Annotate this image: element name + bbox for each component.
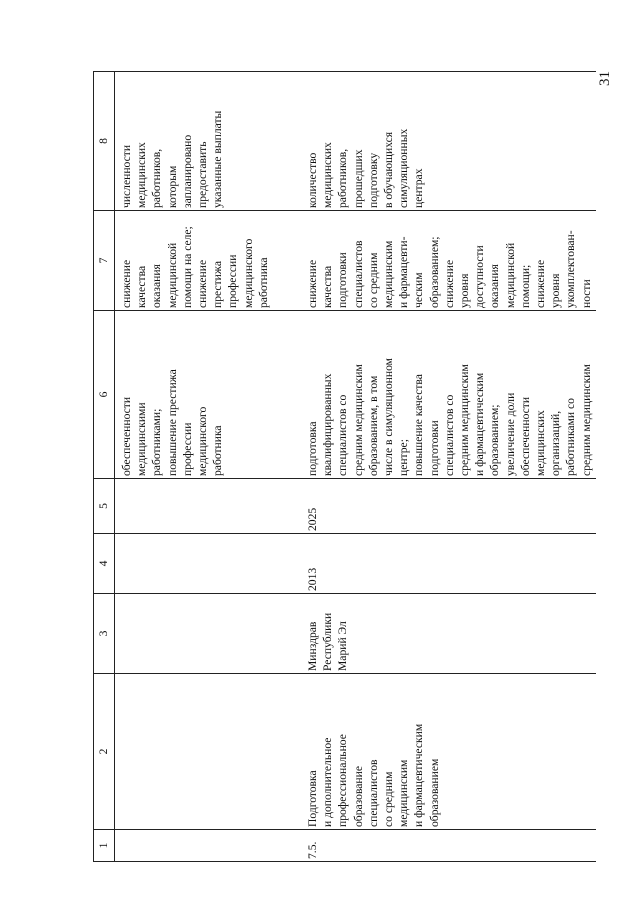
cell-expected-results: подготовка квалифицированных специалистов со средним медицинским образованием, в том числе в симуляционном центре; повышение качества подготовки специалистов со средним медицинским и фармацевтическим образованием; увеличение доли обеспеченности медицинских организаций, работниками со средним медицинским bbox=[301, 311, 596, 479]
cell-indicators-continued: численности медицинских работников, которым запланировано предоставить указанные выплаты bbox=[115, 72, 274, 211]
cell-indicators: количество медицинских работников, прошедших подготовку в обучающихся симуляционных центрах bbox=[301, 72, 596, 211]
header-col-7: 7 bbox=[94, 211, 115, 311]
table-row-continued bbox=[115, 72, 274, 862]
cell-risks: снижение качества подготовки специалистов со средним медицинским и фармацевти- ческим образованием; снижение уровня доступности оказания медицинской помощи; снижение уровня укомплектован- ности bbox=[301, 211, 596, 311]
cell-start-year: 2013 bbox=[301, 534, 596, 594]
cell-event-name: Подготовка и дополнительное профессиональное образование специалистов со средним медицинским и фармацевтическим образованием bbox=[301, 674, 596, 830]
row-spacer bbox=[273, 72, 301, 862]
cell-executor: Минздрав Республики Марий Эл bbox=[301, 594, 596, 674]
header-col-5: 5 bbox=[94, 479, 115, 534]
cell-results-continued: обеспеченности медицинскими работниками; повышение престижа профессии медицинского работника bbox=[115, 311, 274, 479]
rotated-table-container bbox=[93, 72, 593, 862]
header-col-6: 6 bbox=[94, 311, 115, 479]
program-table bbox=[93, 71, 596, 862]
header-col-3: 3 bbox=[94, 594, 115, 674]
cell-risks-continued: снижение качества оказания медицинской помощи на селе; снижение престижа профессии медицинского работника bbox=[115, 211, 274, 311]
cell-number: 7.5. bbox=[301, 830, 596, 862]
header-col-8: 8 bbox=[94, 72, 115, 211]
header-col-4: 4 bbox=[94, 534, 115, 594]
header-col-1: 1 bbox=[94, 830, 115, 862]
header-row bbox=[94, 72, 115, 862]
table-row-7-5 bbox=[301, 72, 596, 862]
header-col-2: 2 bbox=[94, 674, 115, 830]
page-number: 31 bbox=[597, 71, 613, 86]
cell-end-year: 2025 bbox=[301, 479, 596, 534]
